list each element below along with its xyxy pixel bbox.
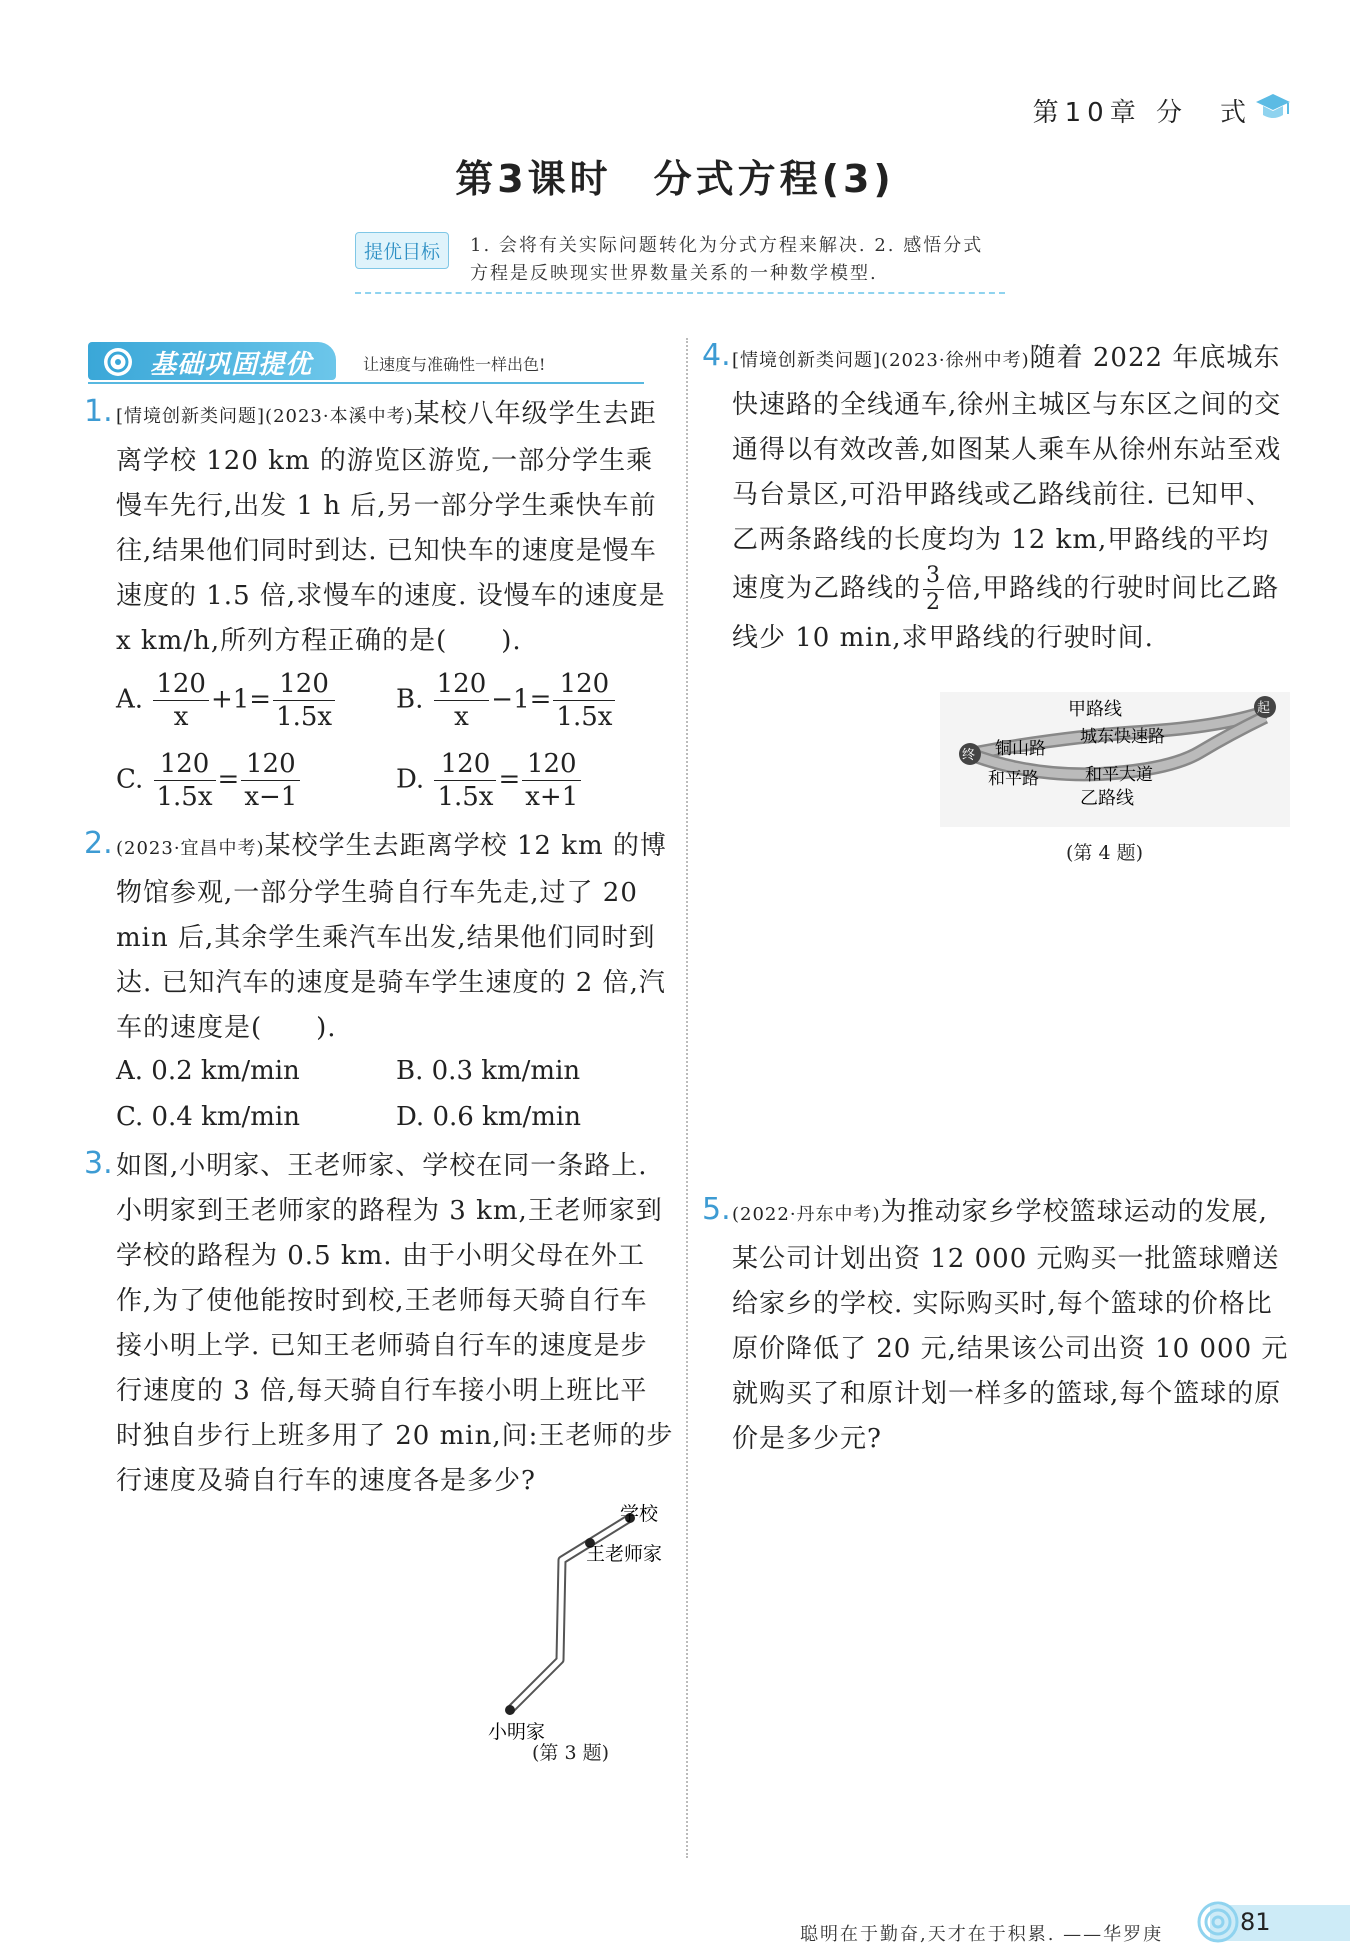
problem-1-tag: [情境创新类问题](2023·本溪中考) (116, 406, 414, 427)
road-label-1: 铜山路 (995, 739, 1046, 759)
denominator: 1.5x (556, 702, 613, 732)
denominator: x+1 (525, 782, 579, 812)
problem-4-number: 4. (702, 338, 731, 373)
numerator: 120 (241, 748, 300, 781)
map-start-label: 起 (1257, 701, 1271, 716)
problem-5-text: 为推动家乡学校篮球运动的发展,某公司计划出资 12 000 元购买一批篮球赠送给家乡的学校. 实际购买时,每个篮球的价格比原价降低了 20 元,结果该公司出资 10 000 元就购买了和原计划一样多的篮球,每个篮球的原价是多少元? (732, 1197, 1289, 1454)
goal-tag: 提优目标 (355, 232, 449, 269)
problem-1 (116, 392, 674, 664)
label-xiaoming-home: 小明家 (488, 1721, 546, 1740)
numerator: 120 (273, 668, 335, 701)
problem-2-option-d: D. 0.6 km/min (396, 1102, 581, 1132)
numerator: 120 (553, 668, 615, 701)
road-label-4: 和平大道 (1085, 765, 1153, 785)
denominator: 1.5x (156, 782, 213, 812)
page-title: 第3课时 分式方程(3) (455, 157, 895, 201)
numerator: 120 (153, 668, 209, 701)
problem-4-text-a: 随着 2022 年底城东快速路的全线通车,徐州主城区与东区之间的交通得以有效改善,如图某人乘车从徐州东站至戏马台景区,可沿甲路线或乙路线前往. 已知甲、乙两条路线的长度均为 12 km,甲路线的平均速度为乙路线的 (732, 343, 1282, 604)
map-end-label: 终 (962, 748, 976, 763)
road-label-2: 城东快速路 (1080, 727, 1165, 747)
problem-4-map-figure (940, 692, 1290, 827)
spiral-icon (1196, 1900, 1240, 1944)
graduation-cap-icon (1254, 88, 1292, 126)
problem-1-option-a (116, 668, 337, 733)
label-school: 学校 (620, 1503, 659, 1525)
fraction-numerator: 3 (923, 563, 944, 590)
problem-5-number: 5. (702, 1192, 731, 1227)
denominator: 1.5x (276, 702, 333, 732)
route-b-label: 乙路线 (1080, 788, 1134, 809)
operator: +1= (210, 684, 272, 715)
problem-2-number: 2. (84, 826, 113, 861)
section-heading (88, 340, 648, 384)
problem-2-option-b: B. 0.3 km/min (396, 1056, 581, 1086)
option-label: D. (396, 764, 425, 795)
section-underline (88, 382, 644, 384)
problem-2-tag: (2023·宜昌中考) (116, 838, 265, 859)
road-label-3: 和平路 (988, 769, 1039, 789)
problem-4 (732, 336, 1292, 661)
problem-3-number: 3. (84, 1146, 113, 1181)
problem-2-text: 某校学生去距离学校 12 km 的博物馆参观,一部分学生骑自行车先走,过了 20 min 后,其余学生乘汽车出发,结果他们同时到达. 已知汽车的速度是骑车学生速度的 2 倍,汽车的速度是( ). (116, 831, 667, 1043)
problem-5-tag: (2022·丹东中考) (732, 1204, 881, 1225)
goal-divider (355, 292, 1005, 294)
goal-text: 1. 会将有关实际问题转化为分式方程来解决. 2. 感悟分式方程是反映现实世界数量关系的一种数学模型. (470, 235, 984, 284)
problem-1-option-b (396, 668, 617, 733)
option-label: A. (116, 684, 144, 715)
route-a-label: 甲路线 (1068, 699, 1122, 720)
problem-2-option-c: C. 0.4 km/min (116, 1102, 300, 1132)
problem-4-caption: (第 4 题) (1066, 842, 1143, 864)
section-subtitle: 让速度与准确性一样出色! (363, 355, 546, 374)
chapter-heading: 第10章 分 式 (1032, 98, 1252, 128)
denominator: x (173, 702, 189, 732)
problem-1-option-c (116, 748, 302, 813)
problem-2 (116, 824, 674, 1051)
denominator: x (454, 702, 469, 732)
footer-quote: 聪明在于勤奋,天才在于积累. ——华罗庚 (800, 1924, 1164, 1945)
option-label: B. (396, 684, 424, 715)
problem-1-text: 某校八年级学生去距离学校 120 km 的游览区游览,一部分学生乘慢车先行,出发 1 h 后,另一部分学生乘快车前往,结果他们同时到达. 已知快车的速度是慢车速度的 1.5 倍,求慢车的速度. 设慢车的速度是 x km/h,所列方程正确的是( ). (116, 399, 666, 656)
numerator: 120 (434, 748, 496, 781)
numerator: 120 (434, 668, 490, 701)
page-number: 81 (1240, 1908, 1271, 1936)
operator: −1= (491, 684, 552, 715)
numerator: 120 (522, 748, 581, 781)
option-label: C. (116, 764, 144, 795)
fraction-denominator: 2 (926, 590, 942, 615)
operator: = (217, 764, 240, 795)
learning-goal (355, 228, 1015, 298)
problem-3-figure (470, 1500, 690, 1740)
problem-4-tag: [情境创新类问题](2023·徐州中考) (732, 350, 1030, 371)
problem-2-option-a: A. 0.2 km/min (116, 1056, 300, 1086)
problem-5 (732, 1190, 1292, 1462)
problem-1-number: 1. (84, 394, 113, 429)
denominator: 1.5x (437, 782, 494, 812)
problem-4-text-b: 倍,甲路线的行驶时间比乙路线少 10 min,求甲路线的行驶时间. (732, 573, 1280, 653)
problem-3-text: 如图,小明家、王老师家、学校在同一条路上. 小明家到王老师家的路程为 3 km,王老师家到学校的路程为 0.5 km. 由于小明父母在外工作,为了使他能按时到校,王老师每天骑自行车接小明上学. 已知王老师骑自行车的速度是步行速度的 3 倍,每天骑自行车接小明上班比平时独自步行上班多用了 20 min,问:王老师的步行速度及骑自行车的速度各是多少? (116, 1151, 674, 1496)
problem-1-option-d (396, 748, 583, 813)
operator: = (498, 764, 521, 795)
denominator: x−1 (244, 782, 298, 812)
section-title: 基础巩固提优 (150, 350, 313, 380)
problem-3-caption: (第 3 题) (532, 1742, 609, 1764)
label-teacher-home: 王老师家 (586, 1543, 663, 1565)
target-icon (102, 346, 134, 378)
numerator: 120 (154, 748, 216, 781)
